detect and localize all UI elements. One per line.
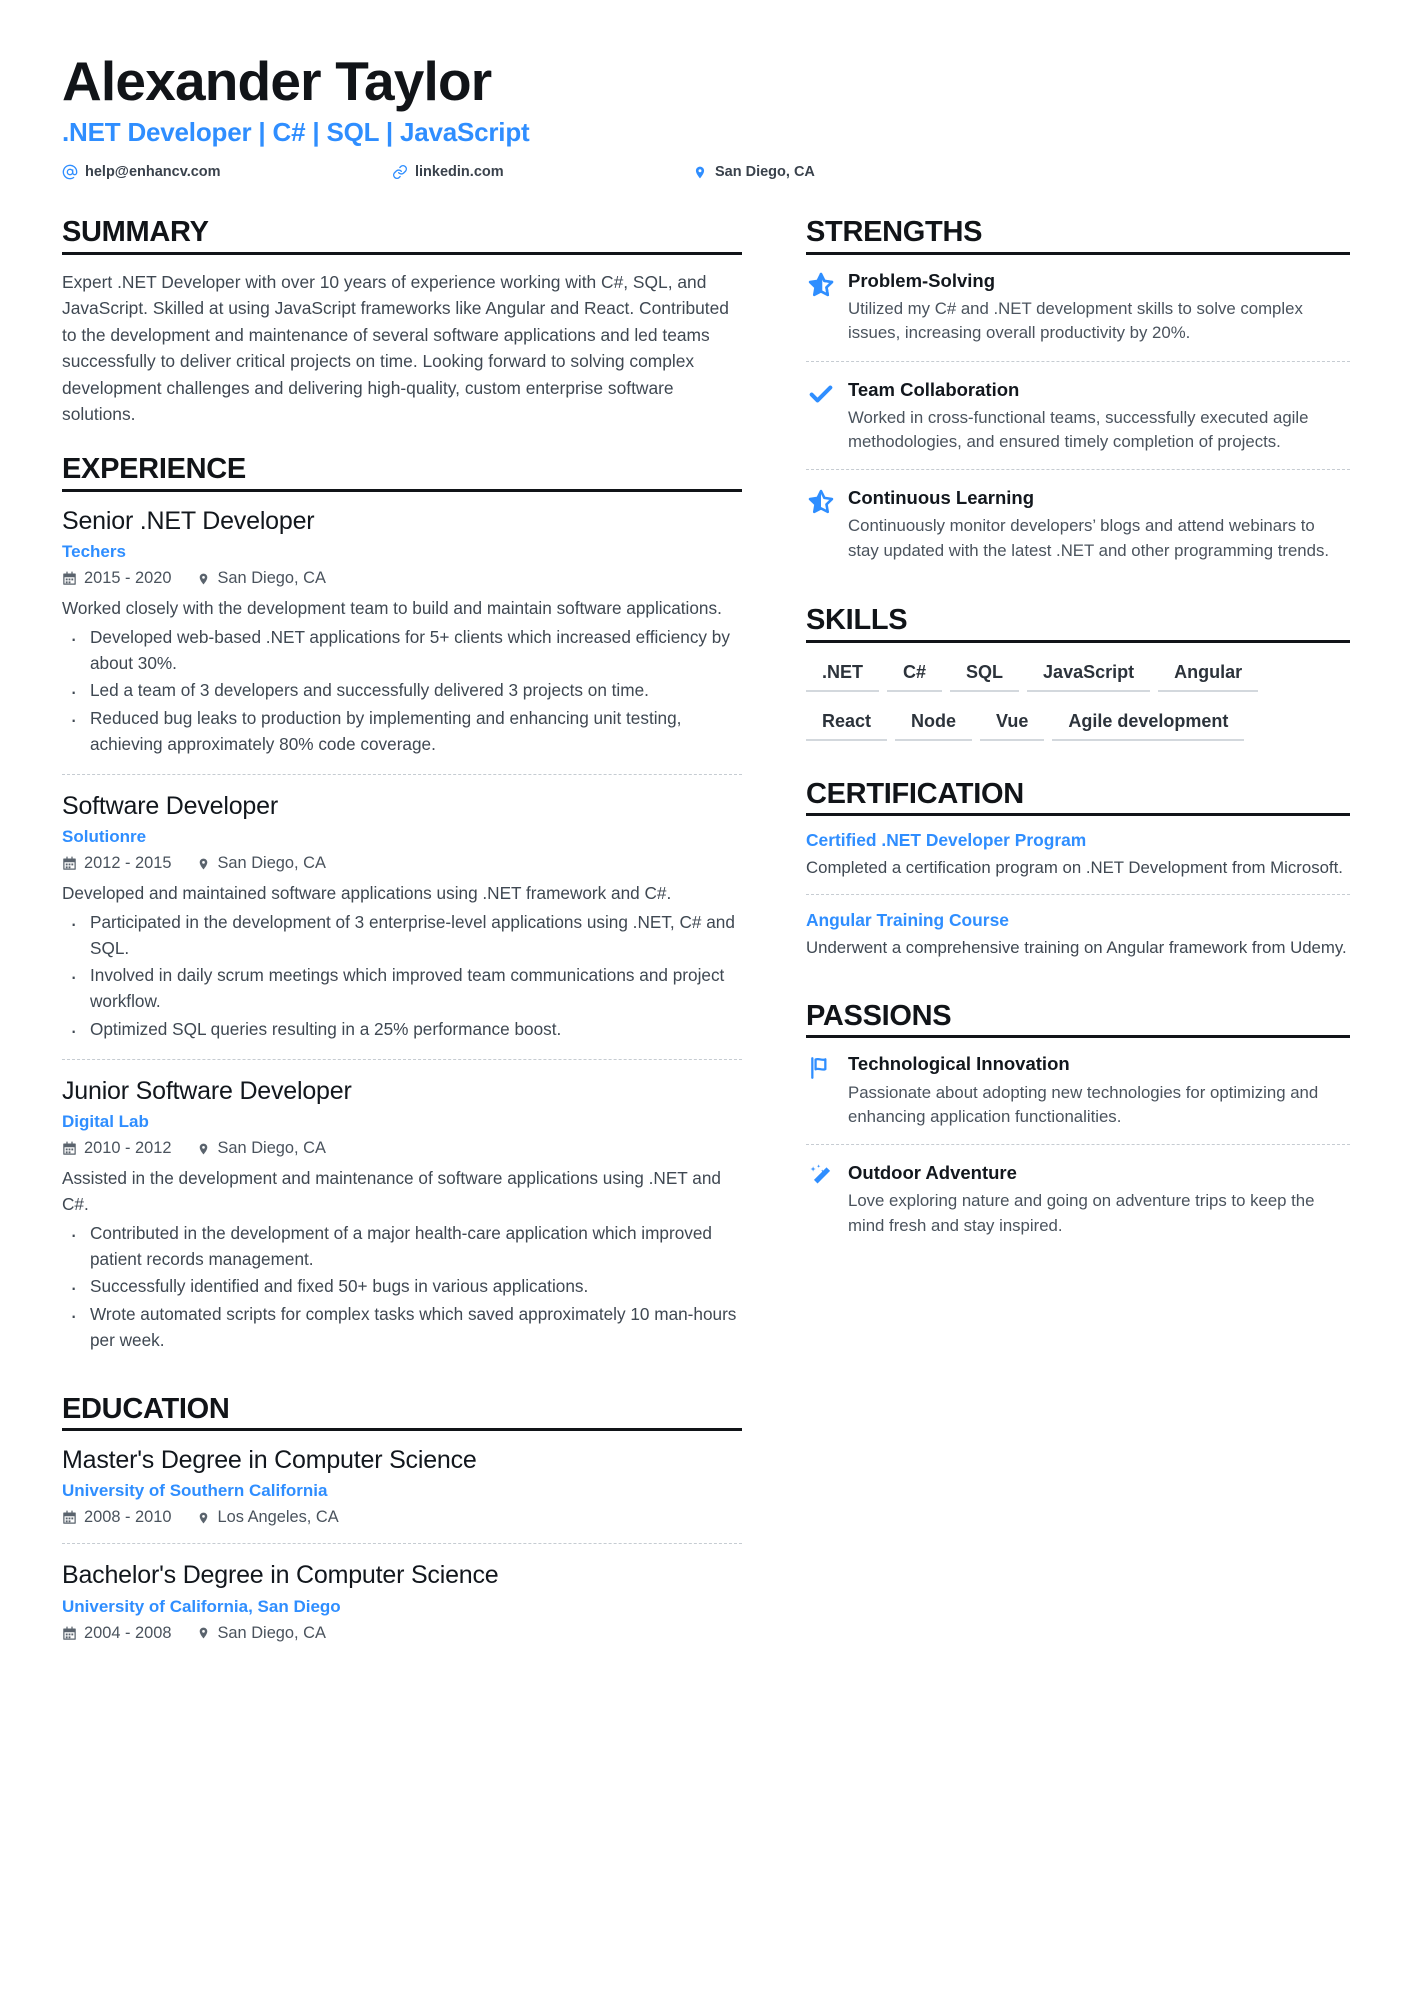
section-education [62,1393,742,1656]
passion-description: Passionate about adopting new technologies for optimizing and enhancing application functionalities. [848,1082,1319,1126]
date-range [62,569,172,588]
skill-tag: C# [887,657,942,692]
date-range [62,1139,172,1158]
strength-description: Utilized my C# and .NET development skills to solve complex issues, increasing overall productivity by 20%. [848,298,1303,343]
skill-tag: React [806,706,887,741]
section-experience [62,453,742,1366]
school-location-label: Los Angeles, CA [217,1508,339,1527]
job-bullet-list [62,910,742,1043]
resume-body [62,216,1348,1661]
school-name[interactable]: University of Southern California [62,1481,328,1501]
star-icon [806,487,836,517]
professional-headline: .NET Developer | C# | SQL | JavaScript [62,117,530,148]
certification-description: Underwent a comprehensive training on Angular framework from Udemy. [806,937,1347,957]
certification-name[interactable]: Angular Training Course [806,909,1009,930]
experience-entry [62,1059,742,1367]
date-range-label: 2004 - 2008 [84,1623,172,1642]
contact-email-label: help@enhancv.com [85,164,221,181]
flag-icon [806,1053,836,1083]
job-bullet: · Contributed in the development of a major health-care application which improved patient records management. [62,1221,742,1273]
date-range-label: 2008 - 2010 [84,1508,172,1527]
entry-meta [62,569,742,588]
strength-entry [806,269,1350,361]
passion-title: Outdoor Adventure [848,1162,1017,1184]
left-column [62,216,742,1661]
entry-meta [62,1139,742,1158]
job-description: Assisted in the development and maintenance of software applications using .NET and C#. [62,1168,721,1214]
job-bullet: · Wrote automated scripts for complex tasks which saved approximately 10 man-hours per week. [62,1302,742,1354]
strength-title: Team Collaboration [848,378,1020,400]
strength-entry [806,361,1350,470]
calendar-icon [62,571,77,587]
skills-list [806,657,1350,752]
certification-name[interactable]: Certified .NET Developer Program [806,829,1087,850]
job-title: Junior Software Developer [62,1076,352,1105]
passion-body [848,1052,1350,1129]
strength-description: Continuously monitor developers’ blogs and attend webinars to stay updated with the latest .NET and other programming trends. [848,516,1330,560]
experience-entry [62,774,742,1056]
skill-tag: Vue [980,706,1044,741]
job-bullet: · Successfully identified and fixed 50+ bugs in various applications. [62,1274,742,1300]
section-skills [806,604,1350,751]
contact-linkedin-label: linkedin.com [415,164,504,181]
entry-meta [62,1508,742,1527]
page-title: Alexander Taylor [62,50,492,112]
contact-row [62,164,1348,180]
date-range-label: 2012 - 2015 [84,854,172,873]
skill-tag: .NET [806,657,879,692]
strength-body [848,378,1350,455]
date-range [62,854,172,873]
right-column [806,216,1350,1259]
section-education-title: EDUCATION [62,1392,230,1425]
link-icon [392,164,408,180]
strength-title: Problem-Solving [848,269,995,291]
job-title: Senior .NET Developer [62,506,315,535]
passion-body [848,1161,1350,1238]
section-passions [806,1000,1350,1253]
section-certification-title: CERTIFICATION [806,777,1024,810]
calendar-icon [62,1510,77,1526]
job-location [196,569,326,588]
strength-body [848,486,1350,563]
date-range [62,1624,172,1643]
section-summary [62,216,742,427]
date-range [62,1508,172,1527]
education-entry [62,1543,742,1655]
map-pin-icon [196,1625,211,1641]
skill-tag: JavaScript [1027,657,1150,692]
section-divider [62,1428,742,1431]
section-divider [806,252,1350,255]
passion-entry [806,1052,1350,1144]
certification-entry [806,894,1350,974]
section-divider [806,813,1350,816]
job-location [196,1139,326,1158]
school-location [196,1508,339,1527]
map-pin-icon [196,571,211,587]
experience-entry [62,506,742,771]
school-location [196,1624,326,1643]
map-pin-icon [196,1141,211,1157]
education-entry [62,1445,742,1540]
job-title: Software Developer [62,791,278,820]
company-name[interactable]: Techers [62,542,126,562]
section-strengths [806,216,1350,578]
date-range-label: 2010 - 2012 [84,1139,172,1158]
section-divider [806,1035,1350,1038]
section-strengths-title: STRENGTHS [806,216,983,249]
job-bullet: · Reduced bug leaks to production by implementing and enhancing unit testing, achieving approximately 80% code coverage. [62,706,742,758]
entry-meta [62,854,742,873]
passion-entry [806,1144,1350,1253]
check-icon [806,379,836,409]
skill-tag: Node [895,706,972,741]
calendar-icon [62,1141,77,1157]
company-name[interactable]: Solutionre [62,827,147,847]
section-skills-title: SKILLS [806,604,908,637]
strength-entry [806,469,1350,578]
contact-location-label: San Diego, CA [715,164,815,181]
star-icon [806,270,836,300]
passion-title: Technological Innovation [848,1053,1070,1075]
job-description: Developed and maintained software applications using .NET framework and C#. [62,883,672,904]
strength-body [848,269,1350,346]
school-name[interactable]: University of California, San Diego [62,1596,341,1616]
skill-tag: Angular [1158,657,1258,692]
at-sign-icon [62,164,78,180]
strength-description: Worked in cross-functional teams, successfully executed agile methodologies, and ensured timely completion of projects. [848,407,1309,452]
job-bullet: · Participated in the development of 3 enterprise-level applications using .NET, C# and SQL. [62,910,742,962]
section-certification [806,778,1350,975]
job-bullet-list [62,1221,742,1354]
contact-linkedin[interactable] [392,164,692,180]
magic-wand-icon [806,1162,836,1192]
section-divider [62,252,742,255]
school-location-label: San Diego, CA [217,1623,326,1642]
section-divider [806,640,1350,643]
resume-header [62,52,1348,180]
date-range-label: 2015 - 2020 [84,569,172,588]
job-bullet: · Involved in daily scrum meetings which improved team communications and project workflow. [62,963,742,1015]
section-experience-title: EXPERIENCE [62,453,246,486]
certification-entry [806,830,1350,894]
job-description: Worked closely with the development team to build and maintain software applications. [62,598,722,619]
company-name[interactable]: Digital Lab [62,1112,149,1132]
section-summary-title: SUMMARY [62,216,209,249]
job-location-label: San Diego, CA [217,569,326,588]
passion-description: Love exploring nature and going on adventure trips to keep the mind fresh and stay inspired. [848,1191,1315,1235]
degree-title: Master's Degree in Computer Science [62,1446,477,1475]
map-pin-icon [196,1510,211,1526]
entry-meta [62,1624,742,1643]
summary-text: Expert .NET Developer with over 10 years of experience working with C#, SQL, and JavaScript. Skilled at using JavaScript frameworks like Angular and React. Contributed to the development and maintenance of several software applications and led teams successfully to deliver critical projects on time. Looking forward to solving complex development challenges and delivering high-quality, custom enterprise software solutions. [62,271,729,424]
certification-description: Completed a certification program on .NET Development from Microsoft. [806,857,1343,877]
map-pin-icon [692,164,708,180]
job-location-label: San Diego, CA [217,1139,326,1158]
calendar-icon [62,1625,77,1641]
job-bullet: · Optimized SQL queries resulting in a 25% performance boost. [62,1017,742,1043]
skill-tag: Agile development [1052,706,1244,741]
section-divider [62,489,742,492]
strength-title: Continuous Learning [848,487,1035,509]
degree-title: Bachelor's Degree in Computer Science [62,1561,499,1590]
job-location-label: San Diego, CA [217,854,326,873]
skill-tag: SQL [950,657,1019,692]
contact-location [692,164,815,180]
job-bullet: · Developed web-based .NET applications for 5+ clients which increased efficiency by about 30%. [62,625,742,677]
job-location [196,854,326,873]
calendar-icon [62,856,77,872]
map-pin-icon [196,856,211,872]
contact-email[interactable] [62,164,392,180]
section-passions-title: PASSIONS [806,1000,952,1033]
job-bullet: · Led a team of 3 developers and successfully delivered 3 projects on time. [62,678,742,704]
job-bullet-list [62,625,742,758]
